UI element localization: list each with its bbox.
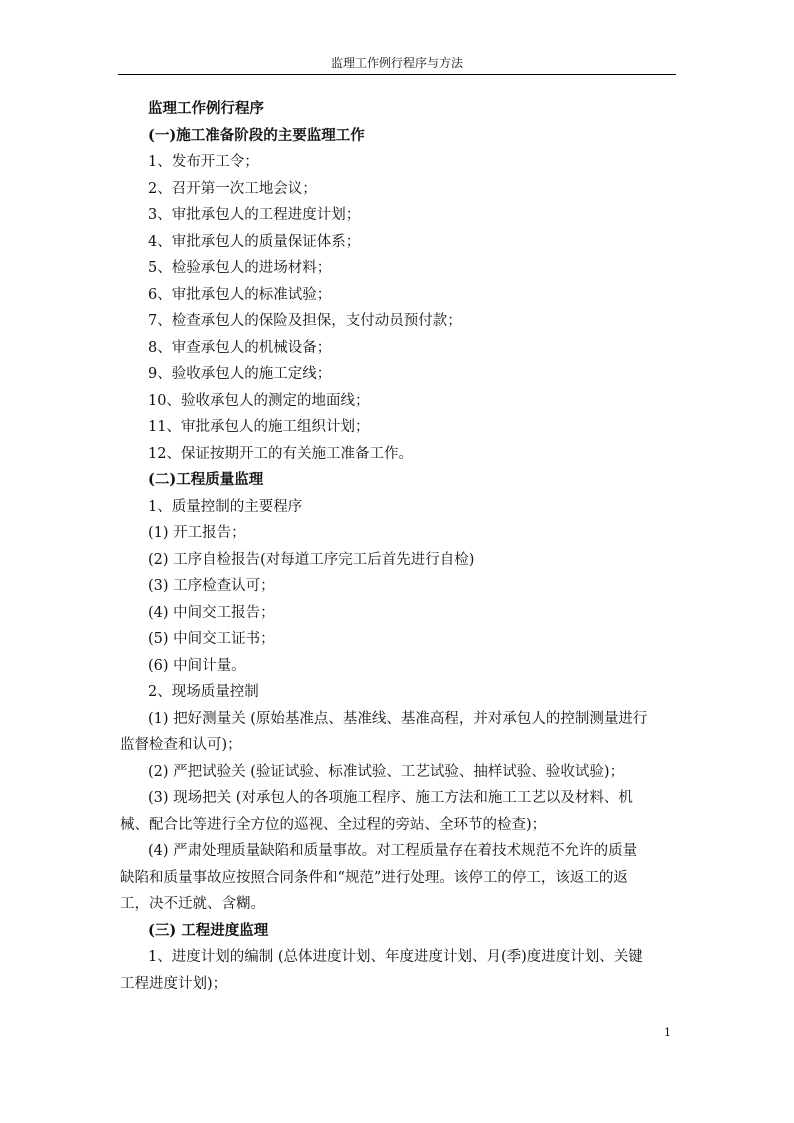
paragraph-text: (3) 现场把关 (对承包人的各项施工程序、施工方法和施工工艺以及材料、机械、配合比等进行全方位的巡视、全过程的旁站、全环节的检查)； <box>120 790 633 833</box>
list-item: 12、保证按期开工的有关施工准备工作。 <box>148 445 413 462</box>
list-item: 7、检查承包人的保险及担保，支付动员预付款； <box>148 313 462 329</box>
paragraph-item <box>120 706 648 759</box>
paragraph-text: (2) 严把试验关 (验证试验、标准试验、工艺试验、抽样试验、验收试验)； <box>148 763 625 780</box>
list-item: (5) 中间交工证书； <box>148 631 275 647</box>
list-item: 5、检验承包人的进场材料； <box>148 260 332 276</box>
list-item: 9、验收承包人的施工定线； <box>148 366 332 382</box>
paragraph-item <box>120 838 648 918</box>
list-item: 4、审批承包人的质量保证体系； <box>148 233 361 250</box>
subsection-title: 1、质量控制的主要程序 <box>148 498 303 515</box>
section-1-title: (一)施工准备阶段的主要监理工作 <box>148 126 365 144</box>
list-item: 6、审批承包人的标准试验； <box>148 286 332 303</box>
page-header <box>118 52 676 75</box>
list-item: 8、审查承包人的机械设备； <box>148 339 332 356</box>
paragraph-item <box>120 785 648 838</box>
paragraph-text: 1、进度计划的编制 (总体进度计划、年度进度计划、月(季)度进度计划、关键工程进度计划)； <box>120 949 643 992</box>
paragraph-text: (1) 把好测量关 (原始基准点、基准线、基准高程，并对承包人的控制测量进行监督检查和认可)； <box>120 710 648 753</box>
list-item: 3、审批承包人的工程进度计划； <box>148 207 361 223</box>
list-item: (1) 开工报告； <box>148 525 246 541</box>
section-2-title: (二)工程质量监理 <box>148 471 264 488</box>
list-item: (3) 工序检查认可； <box>148 578 275 594</box>
list-item: 11、审批承包人的施工组织计划； <box>148 419 370 435</box>
paragraph-item <box>120 759 648 786</box>
header-title: 监理工作例行程序与方法 <box>330 56 463 70</box>
subsection-title: 2、现场质量控制 <box>148 684 259 700</box>
list-item: 2、召开第一次工地会议； <box>148 180 317 197</box>
list-item: (4) 中间交工报告； <box>148 604 275 621</box>
list-item: (6) 中间计量。 <box>148 657 246 674</box>
paragraph-text: (4) 严肃处理质量缺陷和质量事故。对工程质量存在着技术规范不允许的质量缺陷和质量事故应按照合同条件和“规范”进行处理。该停工的停工，该返工的返工，决不迁就、含糊。 <box>120 843 638 912</box>
paragraph-item <box>120 944 648 997</box>
page-number: 1 <box>664 1026 671 1039</box>
document-body <box>120 96 676 997</box>
list-item: (2) 工序自检报告(对每道工序完工后首先进行自检) <box>148 551 475 568</box>
list-item: 10、验收承包人的测定的地面线； <box>148 392 370 409</box>
list-item: 1、发布开工令； <box>148 154 259 170</box>
main-title: 监理工作例行程序 <box>148 100 264 117</box>
section-3-title: (三) 工程进度监理 <box>148 921 269 939</box>
